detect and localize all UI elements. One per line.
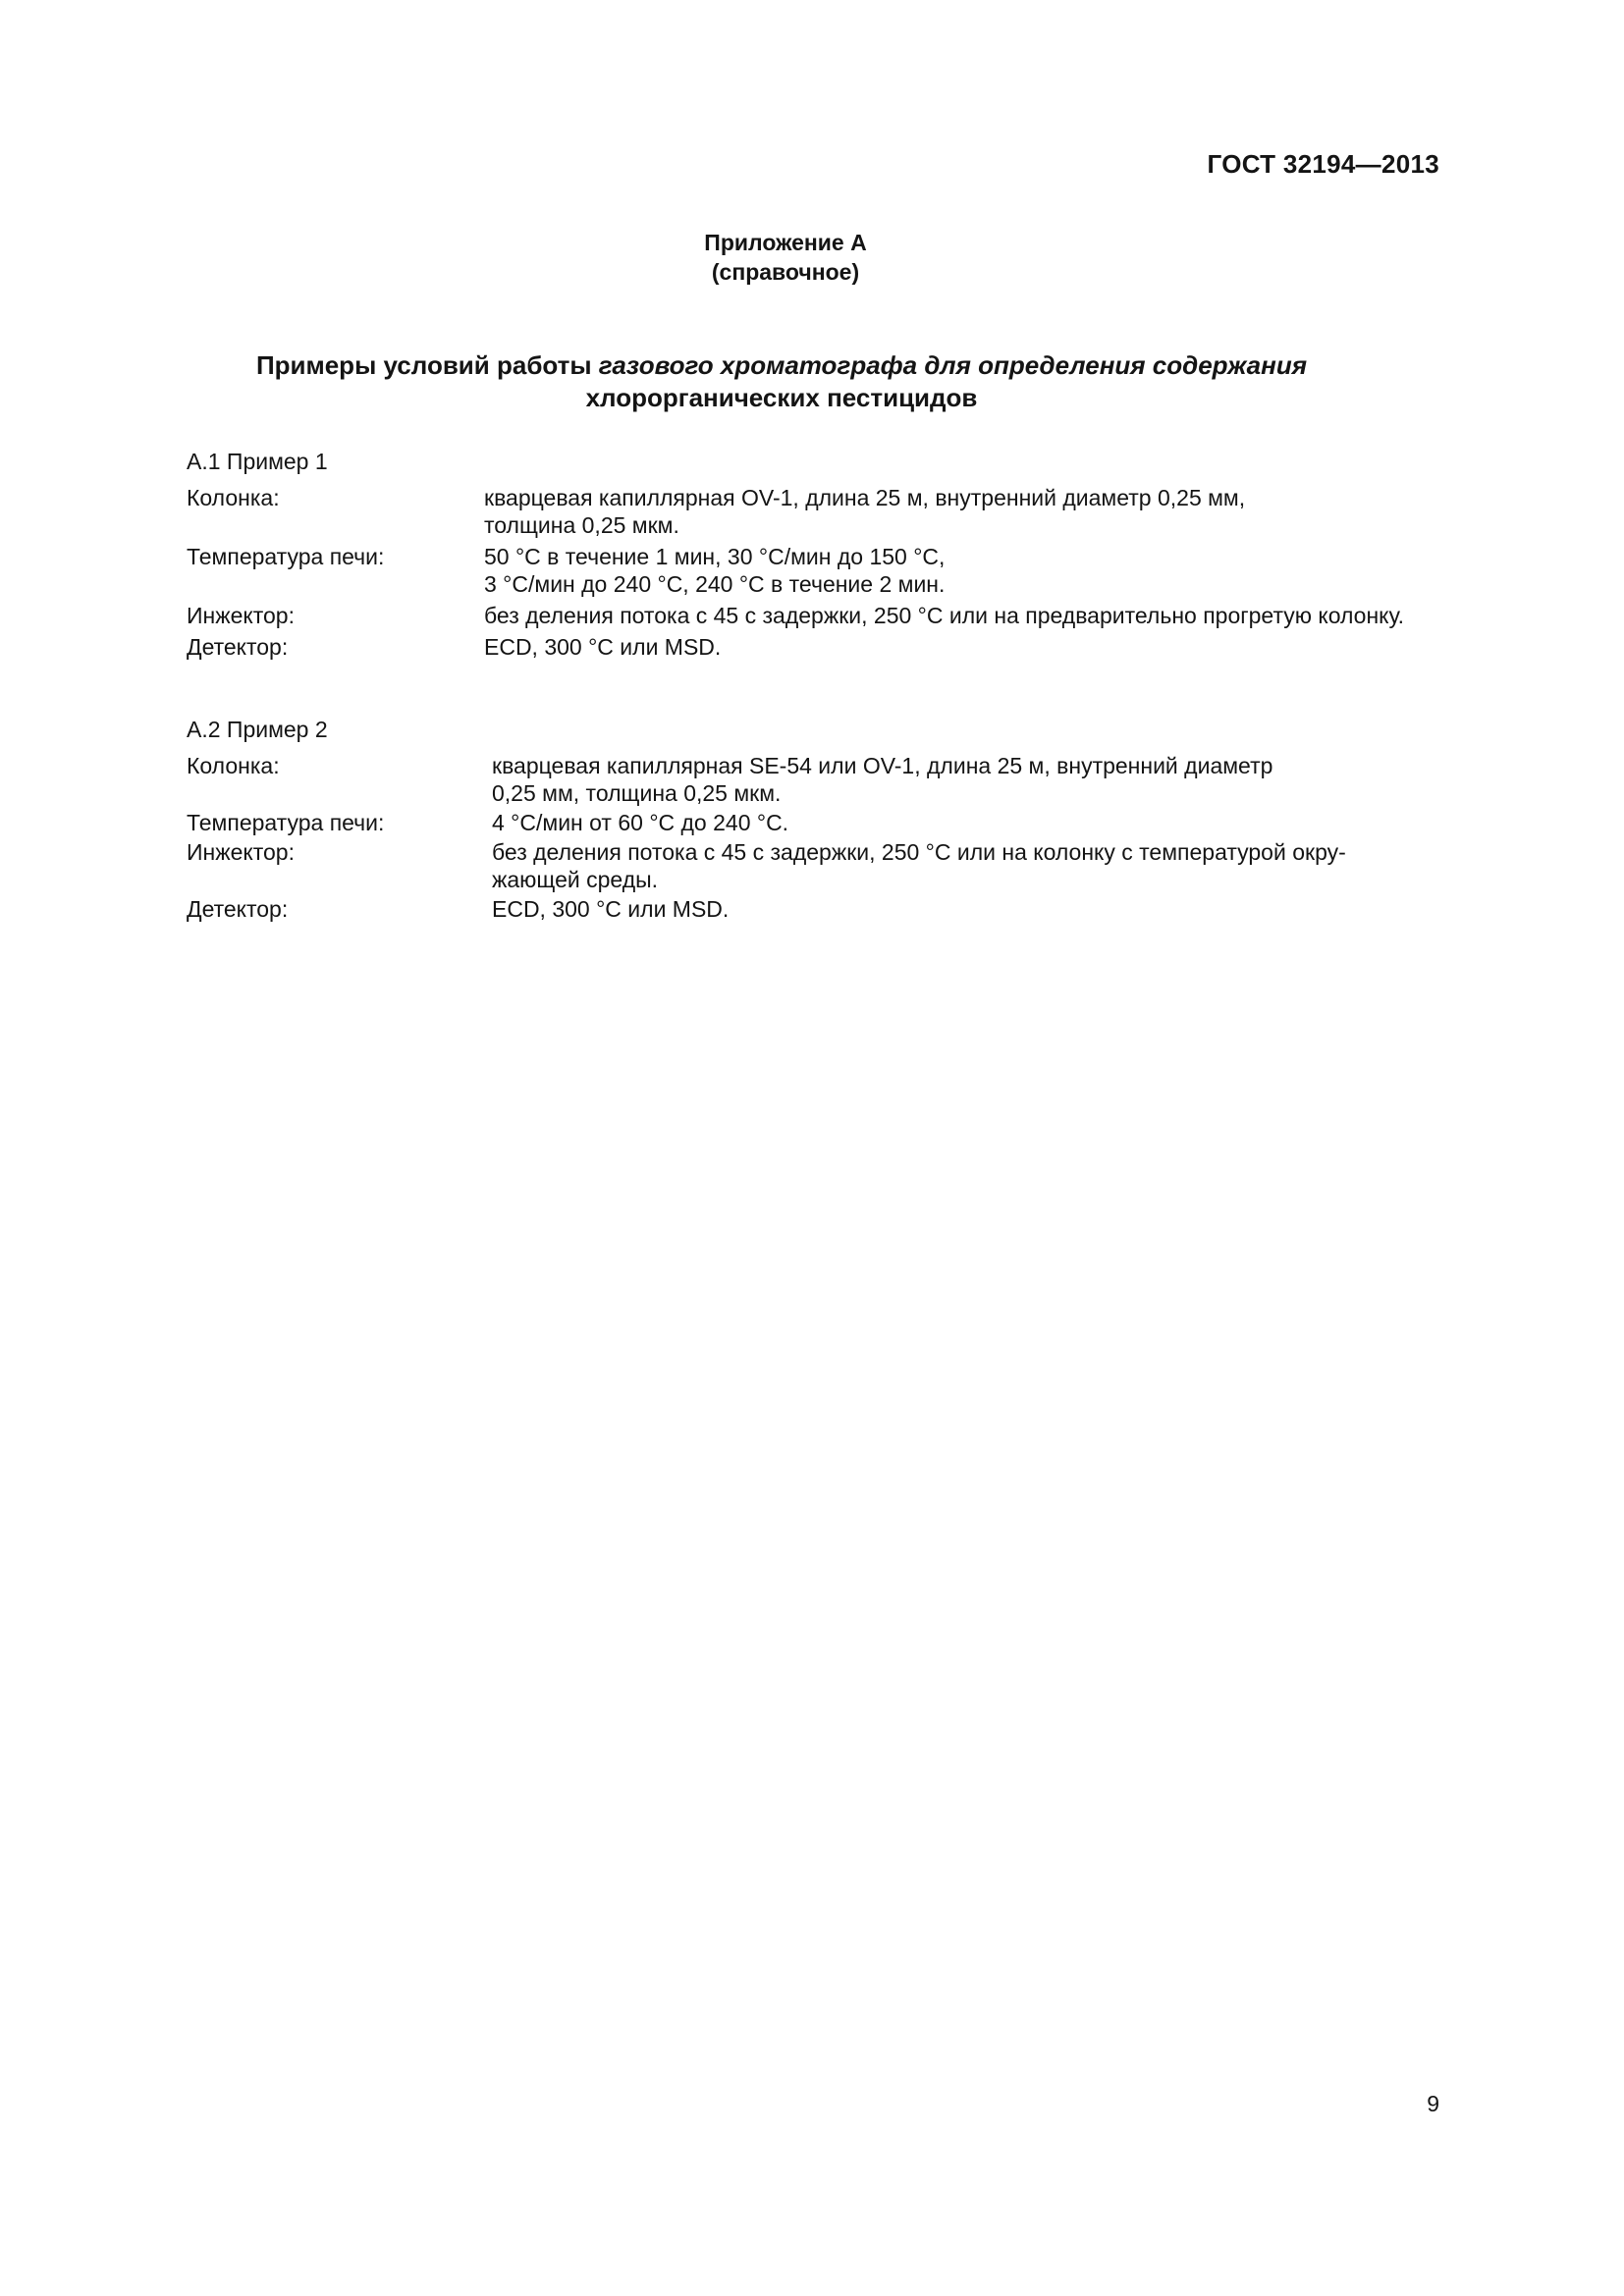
detector-label: Детектор: bbox=[187, 896, 289, 922]
value-line: 4 °С/мин от 60 °С до 240 °С. bbox=[492, 810, 789, 835]
value-line: жающей среды. bbox=[492, 867, 659, 892]
detector-value bbox=[492, 895, 1437, 923]
example-1-column-row bbox=[187, 484, 1437, 539]
example-1-heading: А.1 Пример 1 bbox=[187, 449, 328, 474]
oven-temperature-value bbox=[484, 543, 1437, 598]
example-2-injector-row bbox=[187, 838, 1437, 893]
value-line: 3 °С/мин до 240 °С, 240 °С в течение 2 мин. bbox=[484, 571, 946, 597]
title-line-1 bbox=[0, 349, 1563, 382]
value-line: ECD, 300 °С или MSD. bbox=[484, 634, 722, 660]
column-value bbox=[484, 484, 1437, 539]
title-line-2: хлорорганических пестицидов bbox=[585, 383, 978, 412]
injector-label: Инжектор: bbox=[187, 603, 295, 628]
example-1-section bbox=[187, 448, 1437, 665]
example-2-section bbox=[187, 716, 1437, 925]
detector-value bbox=[484, 633, 1437, 661]
example-2-oven-row bbox=[187, 809, 1437, 836]
example-1-oven-row bbox=[187, 543, 1437, 598]
value-line: без деления потока с 45 с задержки, 250 °С или на колонку с температурой окру- bbox=[492, 839, 1346, 865]
example-2-detector-row bbox=[187, 895, 1437, 923]
oven-temperature-value bbox=[492, 809, 1437, 836]
example-2-column-row bbox=[187, 752, 1437, 807]
title-part-italic: газового хроматографа для определения содержания bbox=[598, 350, 1308, 380]
column-value bbox=[492, 752, 1437, 807]
value-line: 50 °С в течение 1 мин, 30 °С/мин до 150 °С, bbox=[484, 544, 946, 569]
injector-label: Инжектор: bbox=[187, 839, 295, 865]
example-1-detector-row bbox=[187, 633, 1437, 661]
value-line: кварцевая капиллярная SE-54 или OV-1, длина 25 м, внутренний диаметр bbox=[492, 753, 1273, 778]
injector-value bbox=[492, 838, 1437, 893]
value-line: кварцевая капиллярная OV-1, длина 25 м, внутренний диаметр 0,25 мм, bbox=[484, 485, 1246, 510]
example-2-heading: А.2 Пример 2 bbox=[187, 717, 328, 742]
oven-temperature-label: Температура печи: bbox=[187, 544, 385, 569]
page-number: 9 bbox=[1427, 2091, 1439, 2116]
example-1-injector-row bbox=[187, 602, 1437, 629]
title-part-regular: Примеры условий работы bbox=[255, 350, 599, 380]
injector-value: без деления потока с 45 с задержки, 250 °С или на предварительно прогретую колонку. bbox=[484, 603, 1405, 628]
value-line: толщина 0,25 мкм. bbox=[484, 512, 679, 538]
column-label: Колонка: bbox=[187, 753, 280, 778]
page-title bbox=[0, 349, 1563, 414]
detector-label: Детектор: bbox=[187, 634, 289, 660]
value-line: 0,25 мм, толщина 0,25 мкм. bbox=[492, 780, 782, 806]
appendix-heading bbox=[0, 228, 1571, 287]
appendix-title: Приложение А bbox=[704, 230, 867, 255]
appendix-subtitle: (справочное) bbox=[711, 259, 860, 285]
column-label: Колонка: bbox=[187, 485, 280, 510]
document-code: ГОСТ 32194—2013 bbox=[1207, 149, 1439, 179]
value-line: ECD, 300 °С или MSD. bbox=[492, 896, 730, 922]
oven-temperature-label: Температура печи: bbox=[187, 810, 385, 835]
